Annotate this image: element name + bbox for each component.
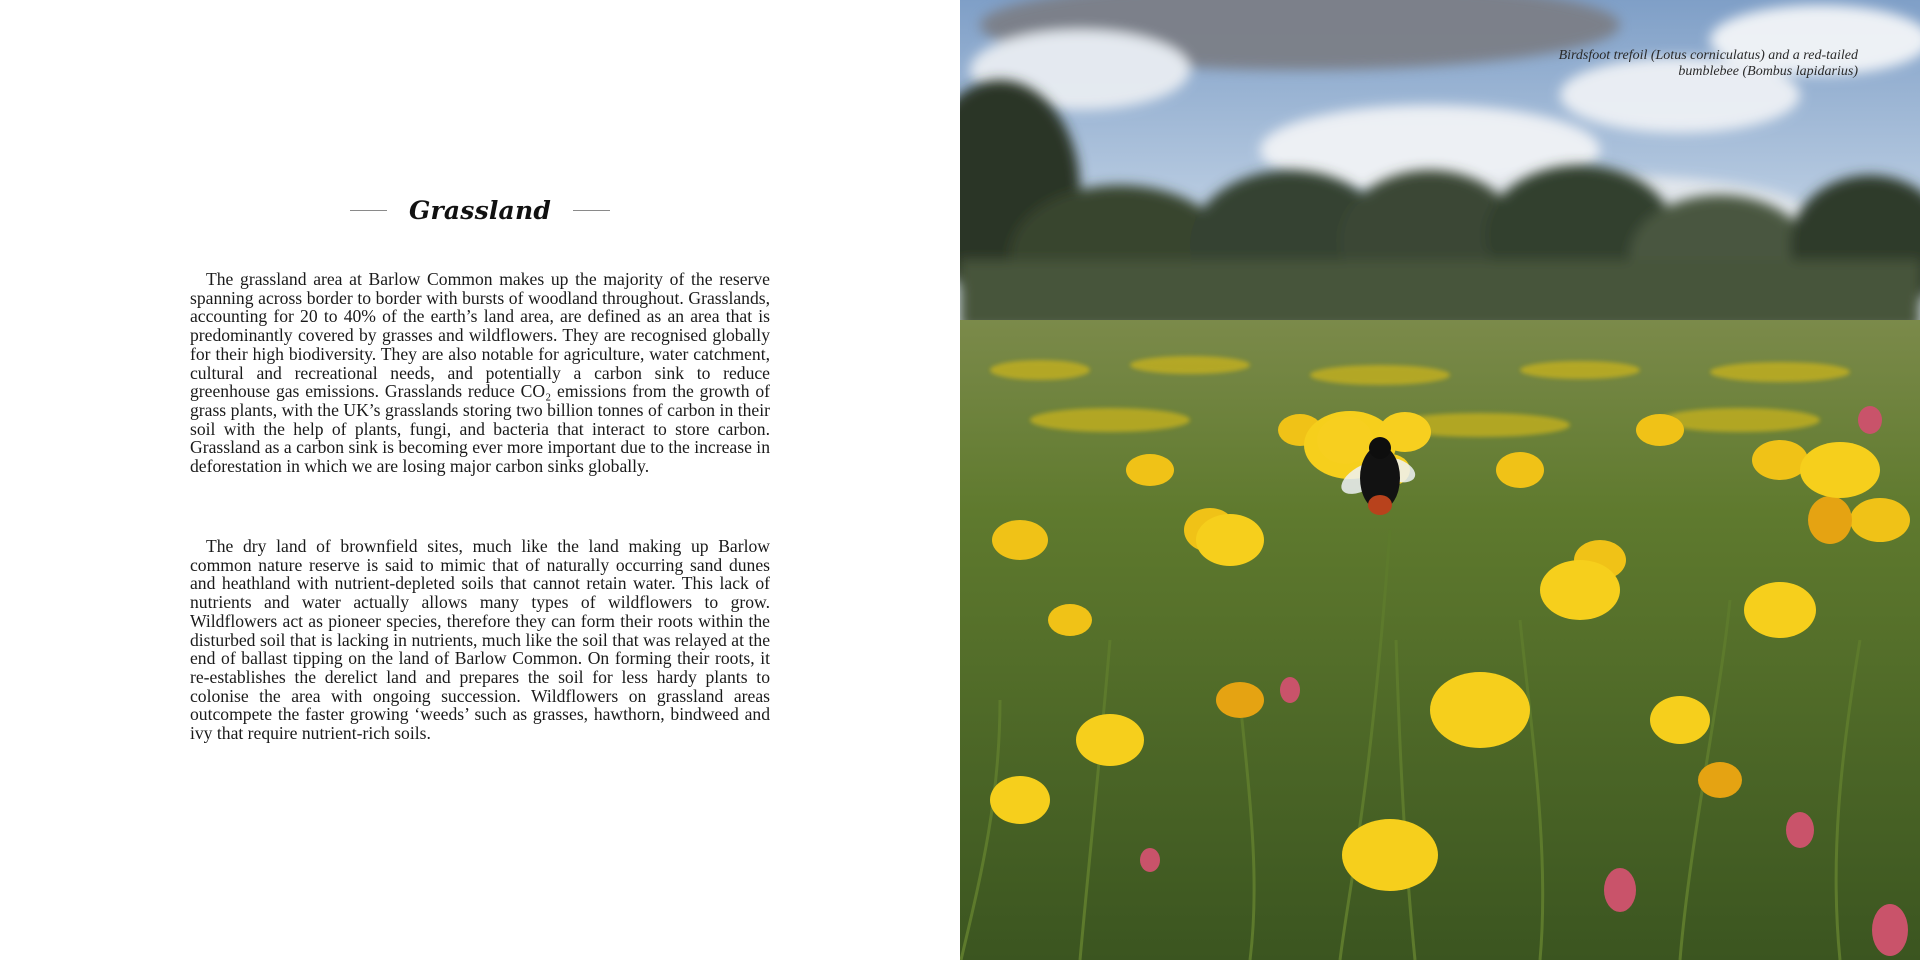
heading-rule-left — [350, 210, 387, 211]
heading-rule-right — [573, 210, 610, 211]
heading — [350, 190, 610, 230]
photo-caption: Birdsfoot trefoil (Lotus corniculatus) and a red-tailed bumblebee (Bombus lapidarius) — [1558, 48, 1858, 79]
body-paragraph-2: The dry land of brownfield sites, much like the land making up Barlow common nature reserve is said to mimic that of naturally occurring sand dunes and heathland with nutrient-depleted soils that cannot retain water. This lack of nutrients and water actually allows many types of wildflowers to grow. Wildflowers act as pioneer species, therefore they can form their roots within the disturbed soil that is lacking in nutrients, much like the soil that was relayed at the end of ballast tipping on the land of Barlow Common. On forming their roots, it re-establishes the derelict land and prepares the soil for less hardy plants to colonise the area with ongoing succession. Wildflowers on grassland areas outcompete the faster growing ‘weeds’ such as grasses, hawthorn, bindweed and ivy that require nutrient-rich soils. — [190, 536, 770, 744]
page-title: Grassland — [408, 195, 552, 225]
photo-page — [960, 0, 1920, 960]
wildflower-meadow-photo — [960, 0, 1920, 960]
body-paragraph-1: The grassland area at Barlow Common makes up the majority of the reserve spanning across border to border with bursts of woodland throughout. Grasslands, accounting for 20 to 40% of the earth’s land area, are defined as an area that is predominantly covered by grasses and wildflowers. They are recognised globally for their high biodiversity. They are also notable for agriculture, water catchment, cultural and recreational needs, and potentially a carbon sink to reduce greenhouse gas emissions. Grasslands reduce CO₂ emissions from the growth of grass plants, with the UK’s grasslands storing two billion tonnes of carbon in their soil with the help of plants, fungi, and bacteria that interact to store carbon. Grassland as a carbon sink is becoming ever more important due to the increase in deforestation in which we are losing major carbon sinks globally. — [190, 269, 770, 477]
